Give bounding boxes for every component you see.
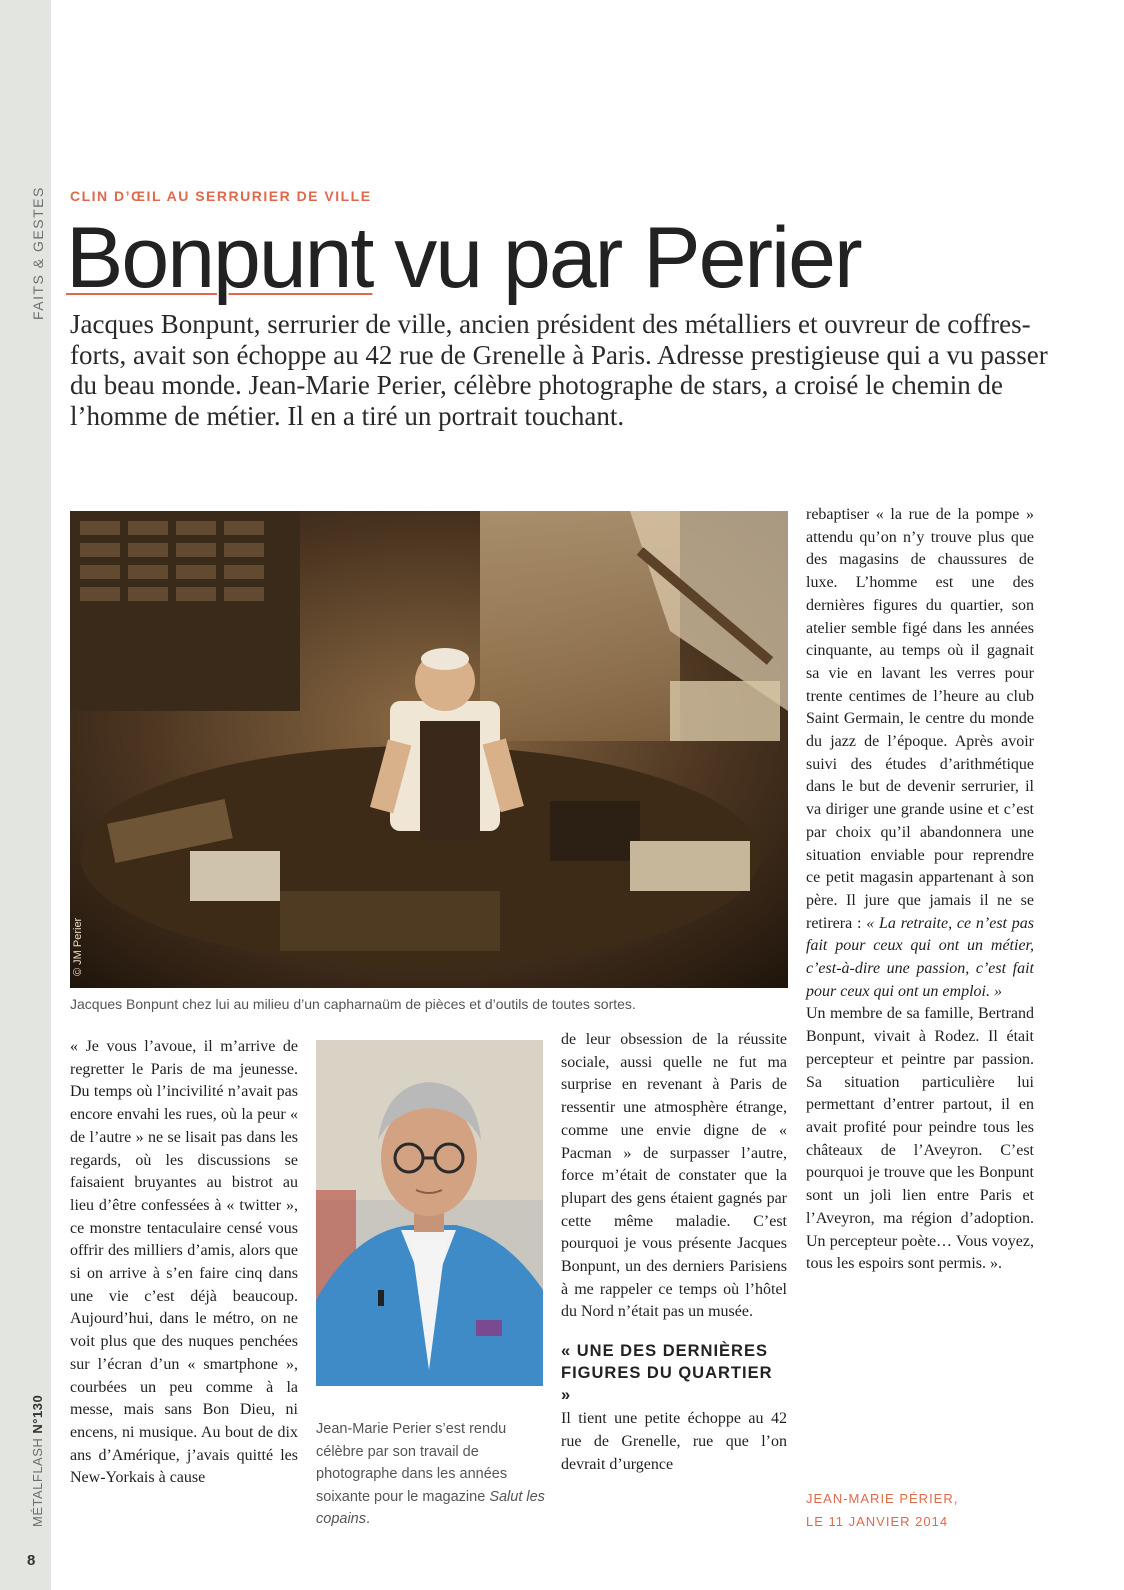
magazine-title: Salut les copains [316,1488,545,1527]
title-rest: vu par Perier [372,210,861,306]
portrait-caption-end: . [365,1511,371,1527]
page-number: 8 [27,1552,36,1569]
portrait-caption [316,1418,546,1531]
article-lead: Jacques Bonpunt, serrurier de ville, ancien président des métalliers et ouvreur de coffres-forts, avait son échoppe au 42 rue de Grenelle à Paris. Adresse prestigieuse qui a vu passer du beau monde. Jean-Marie Perier, célèbre photographe de stars, a croisé le chemin de l’homme de métier. Il en a tiré un portrait touchant. [70,309,1048,431]
retirement-quote: « La retraite, ce n’est pas fait pour ceux qui ont un métier, c’est-à-dire une passion, c’est fait pour ceux qui ont un emploi. » [806,914,1035,1000]
article-column-4 [806,504,1034,1276]
article-subhead: « UNE DES DERNIÈRES FIGURES DU QUARTIER » [561,1342,773,1405]
portrait-photo [316,1040,543,1386]
article-title [66,208,861,308]
column-1-text: « Je vous l’avoue, il m’arrive de regretter le Paris de ma jeunesse. Du temps où l’incivilité n’avait pas encore envahi les rues, où la peur « de l’autre » ne se lisait pas dans les regards, où les discussions se faisaient bruyantes au bistrot au lieu d’être confessées à « twitter », ce monstre tentaculaire censé vous offrir des milliers d’amis, alors que si on arrive à s’en faire cinq dans une vie c’est déjà beaucoup. Aujourd’hui, dans le métro, on ne voit plus que des nuques penchées sur l’écran d’un « smartphone », courbées un peu comme à la messe, mais sans Bon Dieu, ni encens, ni musique. Au bout de dix ans d’Amérique, j’avais quitté les New-Yorkais à cause [70,1038,298,1487]
title-underlined-part: Bonpunt [66,210,373,306]
section-label: FAITS & GESTES [30,186,46,320]
issue-number: N°130 [30,1394,45,1434]
workshop-photo [70,511,788,988]
column-3-text-a: de leur obsession de la réussite sociale, aussi quelle ne fut ma surprise en revenant à Paris de ressentir une atmosphère étrange, comme une envie digne de « Pacman » de surpasser l’autre, force m’était de constater que la plupart des gens étaient gagnés par cette même maladie. C’est pourquoi je vous présente Jacques Bonpunt, un des derniers Parisiens à me rappeler ce temps où l’hôtel du Nord n’était pas un musée. [561,1031,787,1321]
article-kicker: CLIN D’ŒIL AU SERRURIER DE VILLE [70,188,372,204]
article-column-3 [561,1029,787,1476]
column-4-paragraph-1 [806,504,1034,1003]
magazine-label [30,1395,45,1527]
column-4-paragraph-2: Un membre de sa famille, Bertrand Bonpunt, vivait à Rodez. Il était percepteur et peintre par passion. Sa situation particulière lui permettant d’entrer partout, il en avait profité pour peindre tous les châteaux de l’Aveyron. C’est pourquoi je trouve que les Bonpunt sont un joli lien entre Paris et l’Aveyron, ma région d’adoption. Un percepteur poète… Vous voyez, tous les espoirs sont permis. ». [806,1005,1034,1273]
column-4-text-a: rebaptiser « la rue de la pompe » attendu qu’on n’y trouve plus que des magasins de chaussures de luxe. L’homme est une des dernières figures du quartier, son atelier semble figé dans les années cinquante, au temps où il gagnait sa vie en lavant les verres pour trente centimes de l’heure au club Saint Germain, le centre du monde du jazz de l’époque. Après avoir suivi des études d’arithmétique dans le but de devenir serrurier, il va diriger une grande usine et c’est par choix qu’il abandonnera une situation enviable pour reprendre ce petit magasin appartenant à son père. Il jure que jamais il ne se retirera : [806,506,1034,932]
article-signature [806,1488,958,1533]
photo-credit: © JM Perier [72,917,84,976]
column-3-text-b: Il tient une petite échoppe au 42 rue de Grenelle, rue que l’on devrait d’urgence [561,1410,787,1473]
workshop-photo-caption: Jacques Bonpunt chez lui au milieu d’un capharnaüm de pièces et d’outils de toutes sortes. [70,996,636,1012]
portrait-caption-text: Jean-Marie Perier s’est rendu célèbre par son travail de photographe dans les années soixante pour le magazine [316,1421,508,1505]
signature-name: JEAN-MARIE PÉRIER, [806,1491,959,1506]
article-column-1 [70,1036,298,1490]
magazine-name: MÉTALFLASH [30,1437,45,1527]
signature-date: LE 11 JANVIER 2014 [806,1513,949,1529]
